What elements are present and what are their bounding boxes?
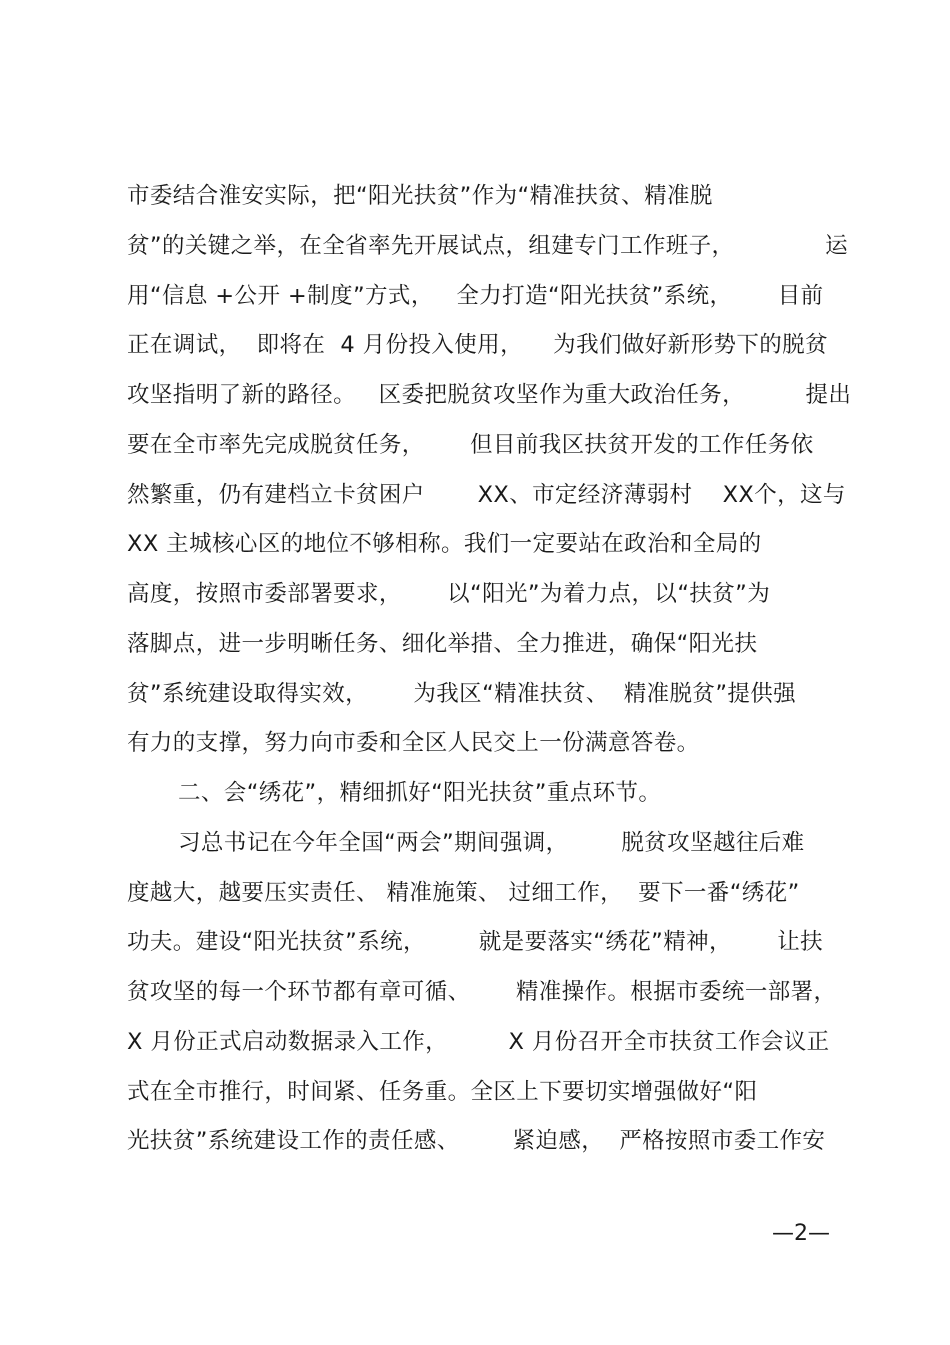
body-line: 贫攻坚的每一个环节都有章可循、 精准操作。根据市委统一部署，: [127, 979, 837, 1005]
body-line: 市委结合淮安实际，把“阳光扶贫”作为“精准扶贫、精准脱: [127, 183, 713, 209]
body-line: 光扶贫”系统建设工作的责任感、 紧迫感， 严格按照市委工作安: [127, 1128, 826, 1154]
body-line: 正在调试， 即将在 4 月份投入使用， 为我们做好新形势下的脱贫: [127, 332, 828, 358]
body-line: 然繁重，仍有建档立卡贫困户 XX、市定经济薄弱村 XX个，这与: [127, 482, 846, 508]
body-line: 落脚点，进一步明晰任务、细化举措、全力推进，确保“阳光扶: [127, 631, 758, 657]
body-line: XX 主城核心区的地位不够相称。我们一定要站在政治和全局的: [127, 531, 762, 557]
body-line: 有力的支撑，努力向市委和全区人民交上一份满意答卷。: [127, 730, 700, 756]
body-line: 习总书记在今年全国“两会”期间强调， 脱贫攻坚越往后难: [178, 830, 805, 856]
body-line: 功夫。建设“阳光扶贫”系统， 就是要落实“绣花”精神， 让扶: [127, 929, 824, 955]
body-line: 式在全市推行，时间紧、任务重。全区上下要切实增强做好“阳: [127, 1079, 758, 1105]
body-line: 用“信息 +公开 +制度”方式， 全力打造“阳光扶贫”系统， 目前: [127, 283, 824, 309]
body-line: 高度，按照市委部署要求， 以“阳光”为着力点，以“扶贫”为: [127, 581, 771, 607]
section-heading: 二、会“绣花”，精细抓好“阳光扶贫”重点环节。: [178, 780, 662, 806]
body-line: 度越大，越要压实责任、 精准施策、 过细工作， 要下一番“绣花”: [127, 880, 800, 906]
body-line: 贫”系统建设取得实效， 为我区“精准扶贫、 精准脱贫”提供强: [127, 681, 797, 707]
body-line: 要在全市率先完成脱贫任务， 但目前我区扶贫开发的工作任务依: [127, 432, 814, 458]
body-line: 贫”的关键之举，在全省率先开展试点，组建专门工作班子， 运: [127, 233, 848, 259]
body-line: X 月份正式启动数据录入工作， X 月份召开全市扶贫工作会议正: [127, 1029, 830, 1055]
page-number: —2—: [772, 1221, 830, 1246]
body-line: 攻坚指明了新的路径。 区委把脱贫攻坚作为重大政治任务， 提出: [127, 382, 852, 408]
